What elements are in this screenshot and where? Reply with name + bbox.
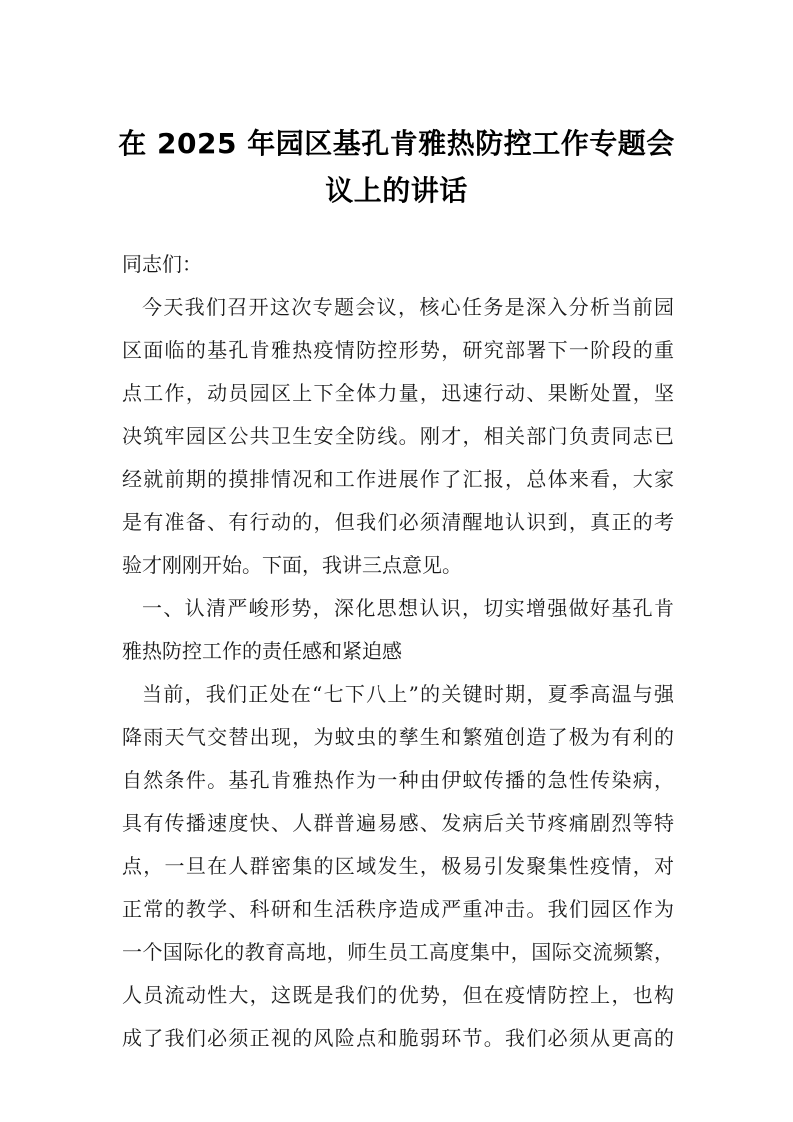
paragraph-line: 一个国际化的教育高地，师生员工高度集中，国际交流频繁， [122, 940, 674, 964]
paragraph-line: 区面临的基孔肯雅热疫情防控形势，研究部署下一阶段的重 [122, 338, 674, 362]
paragraph-line: 验才刚刚开始。下面，我讲三点意见。 [122, 553, 462, 577]
paragraph-line: 是有准备、有行动的，但我们必须清醒地认识到，真正的考 [122, 510, 674, 534]
paragraph-line: 经就前期的摸排情况和工作进展作了汇报，总体来看，大家 [122, 467, 674, 491]
document-title-line-1: 在 2025 年园区基孔肯雅热防控工作专题会 [118, 127, 675, 160]
paragraph-line: 人员流动性大，这既是我们的优势，但在疫情防控上，也构 [122, 983, 674, 1007]
paragraph-line: 正常的教学、科研和生活秩序造成严重冲击。我们园区作为 [122, 897, 674, 921]
paragraph-line: 自然条件。基孔肯雅热作为一种由伊蚊传播的急性传染病， [122, 768, 674, 792]
salutation: 同志们： [122, 252, 202, 276]
paragraph-line: 当前，我们正处在“七下八上”的关键时期，夏季高温与强 [142, 682, 674, 706]
paragraph-line: 点，一旦在人群密集的区域发生，极易引发聚集性疫情，对 [122, 854, 674, 878]
paragraph-line: 点工作，动员园区上下全体力量，迅速行动、果断处置，坚 [122, 381, 674, 405]
paragraph-line: 成了我们必须正视的风险点和脆弱环节。我们必须从更高的 [122, 1026, 674, 1050]
paragraph-line: 降雨天气交替出现，为蚊虫的孳生和繁殖创造了极为有利的 [122, 725, 674, 749]
paragraph-line: 今天我们召开这次专题会议，核心任务是深入分析当前园 [142, 295, 674, 319]
paragraph-line: 决筑牢园区公共卫生安全防线。刚才，相关部门负责同志已 [122, 424, 674, 448]
paragraph-line: 具有传播速度快、人群普遍易感、发病后关节疼痛剧烈等特 [122, 811, 674, 835]
document-title-line-2: 议上的讲话 [325, 174, 468, 207]
section-heading-line: 雅热防控工作的责任感和紧迫感 [122, 639, 402, 663]
section-heading-line: 一、认清严峻形势，深化思想认识，切实增强做好基孔肯 [142, 596, 674, 620]
